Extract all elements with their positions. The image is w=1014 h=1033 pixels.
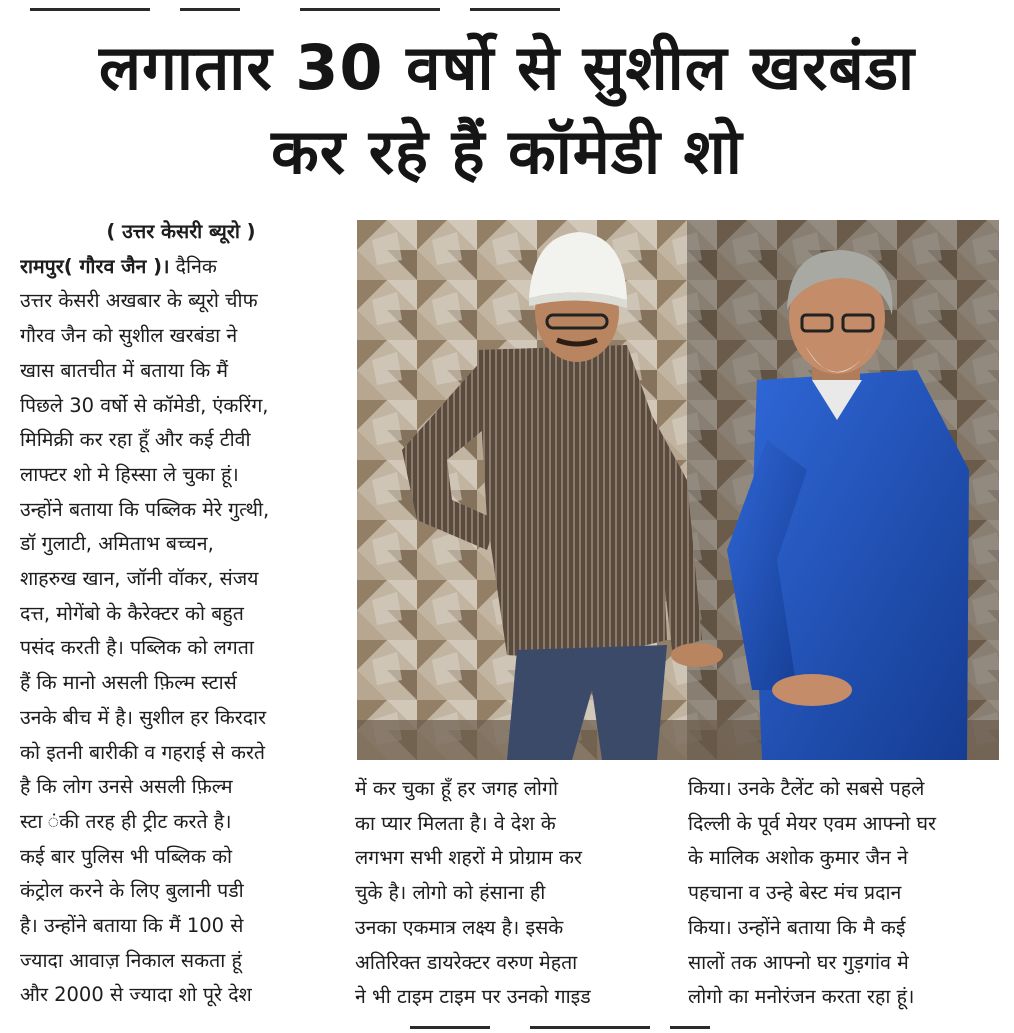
body-line: कंट्रोल करने के लिए बुलानी पडी — [20, 879, 244, 903]
body-line: के मालिक अशोक कुमार जैन ने — [688, 846, 908, 870]
body-line: का प्यार मिलता है। वे देश के — [355, 811, 556, 835]
body-line: सालों तक आफ्नो घर गुड़गांव मे — [688, 950, 909, 974]
headline — [0, 26, 1014, 194]
article-column-2 — [355, 772, 673, 1015]
article-column-3 — [688, 772, 1000, 1015]
body-line: शाहरुख खान, जॉनी वॉकर, संजय — [20, 567, 259, 591]
body-line: स्टा ंकी तरह ही ट्रीट करते है। — [20, 809, 232, 833]
dateline-row — [20, 250, 342, 285]
body-line: हैं कि मानो असली फ़िल्म स्टार्स — [20, 671, 237, 695]
body-line: और 2000 से ज्यादा शो पूरे देश — [20, 983, 252, 1007]
body-line: पसंद करती है। पब्लिक को लगता — [20, 636, 254, 660]
body-line: चुके है। लोगो को हंसाना ही — [355, 881, 546, 905]
body-line: पहचाना व उन्हे बेस्ट मंच प्रदान — [688, 881, 902, 905]
photo-illustration — [357, 220, 999, 760]
body-line: लोगो का मनोरंजन करता रहा हूं। — [688, 985, 915, 1009]
body-line: है। उन्होंने बताया कि मैं 100 से — [20, 914, 244, 938]
body-line: पिछले 30 वर्षो से कॉमेडी, एंकरिंग, — [20, 393, 269, 417]
body-line: है कि लोग उनसे असली फ़िल्म — [20, 775, 233, 799]
body-line: किया। उनके टैलेंट को सबसे पहले — [688, 777, 925, 800]
body-line: दिल्ली के पूर्व मेयर एवम आफ्नो घर — [688, 811, 937, 835]
body-line: ने भी टाइम टाइम पर उनको गाइड — [355, 985, 591, 1009]
body-line: मिमिक्री कर रहा हूँ और कई टीवी — [20, 428, 251, 452]
body-line: दत्त, मोगेंबो के कैरेक्टर को बहुत — [20, 601, 244, 625]
article-column-1 — [20, 215, 342, 1013]
byline: ( उत्तर केसरी ब्यूरो ) — [106, 220, 256, 243]
body-line: ज्यादा आवाज़ निकाल सकता हूं — [20, 948, 242, 972]
body-line: गौरव जैन को सुशील खरबंडा ने — [20, 324, 238, 348]
body-line: खास बातचीत में बताया कि मैं — [20, 358, 229, 382]
headline-line-2: कर रहे हैं कॉमेडी शो — [271, 115, 743, 188]
body-line: उनके बीच में है। सुशील हर किरदार — [20, 705, 267, 729]
body-line: किया। उन्होंने बताया कि मै कई — [688, 915, 906, 939]
body-line: अतिरिक्त डायरेक्टर वरुण मेहता — [355, 950, 578, 974]
body-line: लाफ्टर शो मे हिस्सा ले चुका हूं। — [20, 462, 239, 486]
cut-off-text-below — [400, 1024, 720, 1033]
body-line: में कर चुका हूँ हर जगह लोगो — [355, 777, 558, 800]
body-line: उत्तर केसरी अखबार के ब्यूरो चीफ — [20, 289, 258, 313]
article-photo — [357, 220, 999, 760]
body-line: डॉ गुलाटी, अमिताभ बच्चन, — [20, 532, 214, 556]
body-line: उन्होंने बताया कि पब्लिक मेरे गुत्थी, — [20, 497, 270, 521]
body-line: दैनिक — [175, 254, 217, 278]
body-line: को इतनी बारीकी व गहराई से करते — [20, 740, 266, 764]
body-line: लगभग सभी शहरों मे प्रोग्राम कर — [355, 846, 582, 870]
body-line: उनका एकमात्र लक्ष्य है। इसके — [355, 915, 564, 939]
headline-line-1: लगातार 30 वर्षो से सुशील खरबंडा — [98, 31, 916, 104]
cut-off-text-above — [0, 0, 1014, 14]
dateline: रामपुर( गौरव जैन )। — [20, 254, 170, 278]
body-line: कई बार पुलिस भी पब्लिक को — [20, 844, 233, 868]
